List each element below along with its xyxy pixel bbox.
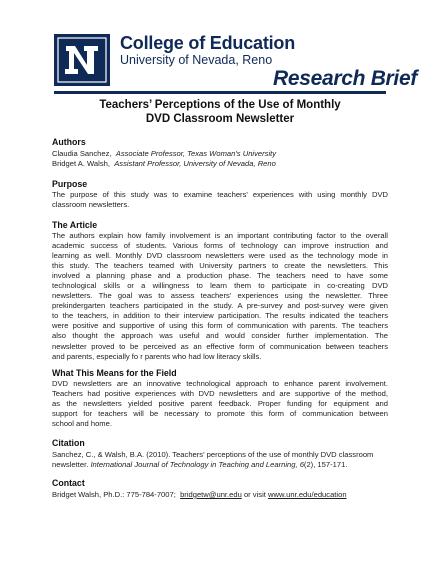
document-title-line-1: Teachers’ Perceptions of the Use of Monthly — [99, 99, 341, 111]
contact-text: Bridget Walsh, Ph.D.: 775-784-7007; — [52, 490, 176, 499]
article-line: The authors explain how family involvement is an important contributing factor to the overall — [52, 231, 388, 240]
article-line: prekindergarten teachers participated in the study. A pre-survey and post-survey were given — [52, 301, 388, 311]
article-line: newsletters. The goal was to assess teachers' experiences using the newsletter. Three — [52, 291, 388, 301]
authors-heading: Authors — [52, 137, 86, 147]
article-line: also thought the approach was useful and would consider further implementation. The — [52, 331, 388, 341]
purpose-line: classroom newsletters. — [52, 200, 130, 210]
field-line: support for teachers will be necessary to promote this form of communication between — [52, 409, 388, 419]
purpose-text — [52, 190, 388, 210]
article-line: academic success of students. Various forms of technology can improve instruction and — [52, 241, 388, 251]
article-line: technological skills or a willingness to learn them to participate in co-creating DVD — [52, 281, 388, 291]
citation-journal: International Journal of Technology in Teaching and Learning, 6 — [90, 460, 304, 469]
field-text — [52, 379, 388, 429]
article-line: to the teachers, in addition to their interview participation. The results indicated the teachers — [52, 311, 388, 321]
field-heading: What This Means for the Field — [52, 368, 177, 378]
article-line: newsletter proved to be perceived as an effective form of communication between teachers — [52, 341, 388, 351]
field-line: school and home. — [52, 419, 112, 429]
contact-email-link[interactable]: bridgetw@unr.edu — [180, 490, 242, 499]
field-line: Teachers had positive experiences with DVD newsletters and are supportive of the method, — [52, 389, 388, 399]
citation-line-2 — [52, 460, 347, 469]
nevada-n-logo-icon — [54, 34, 110, 86]
article-line: this study. The teachers teamed with University partners to create the newsletters. This — [52, 261, 388, 271]
contact-line — [52, 490, 347, 499]
article-line: involved a planning phase and a production phase. The teachers need to have some — [52, 271, 388, 281]
citation-plain: newsletter. — [52, 460, 89, 469]
author-1-role: Associate Professor, Texas Woman's University — [115, 149, 277, 158]
article-heading: The Article — [52, 220, 98, 230]
article-text — [52, 231, 388, 362]
citation-issue: (2), 157-171. — [303, 460, 348, 469]
author-2 — [52, 159, 276, 168]
author-2-role: Assistant Professor, University of Nevada, Reno — [114, 159, 276, 168]
college-name: College of Education — [120, 33, 296, 53]
purpose-line: The purpose of this study was to examine teachers' experiences with using monthly DVD — [52, 190, 388, 199]
field-line: DVD newsletters are an innovative technological approach to enhance parent involvement. — [52, 379, 388, 388]
field-line: as the newsletters yielded positive parent feedback. Proper funding for equipment and — [52, 399, 388, 409]
research-brief-label: Research Brief — [273, 67, 418, 90]
author-1 — [52, 149, 276, 158]
contact-heading: Contact — [52, 478, 85, 488]
header-rule — [54, 91, 386, 94]
article-line: were positive and supportive of using this form of communication with parents. The teachers — [52, 321, 388, 331]
article-line: and parents, especially fo r parents who had low literacy skills. — [52, 351, 262, 361]
author-1-name: Claudia Sanchez, — [52, 149, 112, 158]
citation-heading: Citation — [52, 438, 85, 448]
article-line: learning as well. Monthly DVD classroom newsletters were used as the technology mode in — [52, 251, 388, 261]
citation-line-1: Sanchez, C., & Walsh, B.A. (2010). Teachers' perceptions of the use of monthly DVD classroom — [52, 450, 374, 459]
university-name: University of Nevada, Reno — [120, 53, 273, 67]
author-2-name: Bridget A. Walsh, — [52, 159, 110, 168]
document-title-line-2: DVD Classroom Newsletter — [145, 113, 295, 125]
contact-or-visit: or visit — [243, 490, 266, 499]
purpose-heading: Purpose — [52, 179, 88, 189]
contact-website-link[interactable]: www.unr.edu/education — [268, 490, 347, 499]
